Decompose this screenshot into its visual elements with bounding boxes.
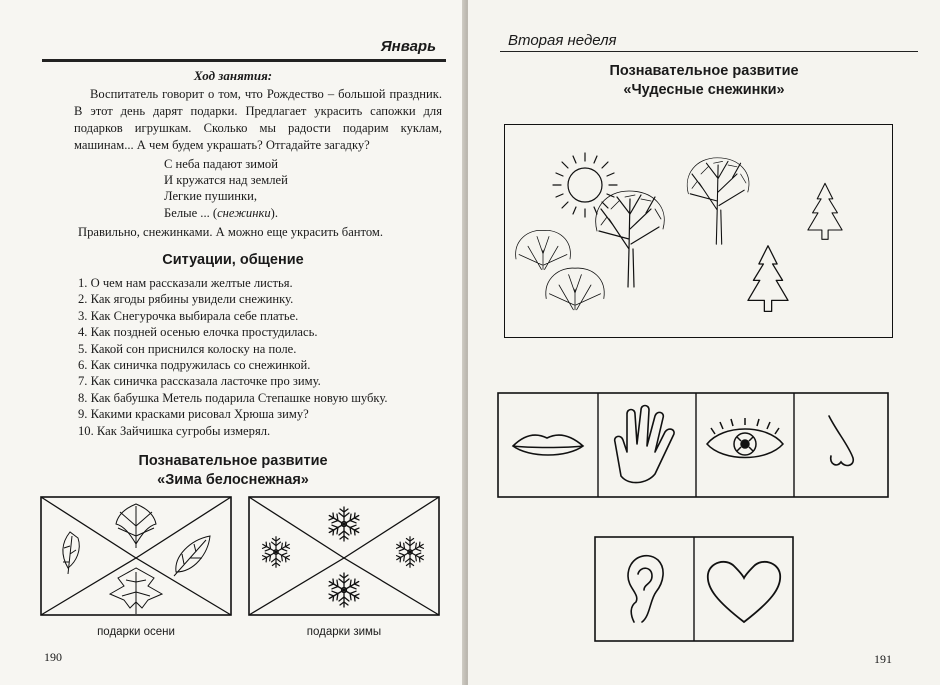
- nose-icon: [829, 416, 853, 465]
- situations-list: [78, 275, 388, 439]
- list-item: 1. О чем нам рассказали желтые листья.: [78, 276, 293, 290]
- page-number-left: 190: [44, 650, 62, 664]
- riddle-answer: снежинки: [217, 205, 271, 220]
- list-item: 6. Как синичка подружилась со снежинкой.: [78, 358, 311, 373]
- riddle: [164, 156, 288, 221]
- header-rule: [42, 59, 446, 62]
- cognitive-title-line: «Зима белоснежная»: [157, 472, 309, 488]
- hand-icon: [615, 406, 674, 483]
- snowflake-icon: [260, 537, 291, 568]
- cognitive-title-line: Познавательное развитие: [609, 63, 799, 79]
- sun-icon: [553, 153, 617, 217]
- cognitive-title-left: [0, 452, 466, 490]
- winter-envelope: [248, 496, 440, 616]
- leaf-icon: [110, 568, 162, 614]
- riddle-line: Легкие пушинки,: [164, 189, 258, 204]
- intro-paragraph: Воспитатель говорит о том, что Рождество – большой праздник. В этот день дарят подарки. Предлагает украсить сапожки для подарков игрушкам. Сколько мы радости подарим куклам, машинам... А чем будем украшать? Отгадайте загадку?: [74, 87, 442, 152]
- cognitive-title-line: «Чудесные снежинки»: [623, 82, 785, 98]
- bush-icon: [546, 268, 604, 310]
- spruce-icon: [748, 246, 788, 312]
- situations-title: Ситуации, общение: [162, 252, 304, 268]
- left-page: [0, 0, 466, 685]
- spruce-icon: [808, 183, 842, 239]
- page-number-right: 191: [874, 652, 892, 666]
- riddle-suffix: ).: [270, 205, 278, 220]
- list-item: 7. Как синичка рассказала ласточке про зиму.: [78, 374, 321, 389]
- list-item: 3. Как Снегурочка выбирала себе платье.: [78, 308, 299, 323]
- right-page: [468, 0, 940, 685]
- riddle-line: [164, 205, 288, 221]
- lips-icon: [513, 435, 583, 455]
- answer-paragraph: Правильно, снежинками. А можно еще украсить бантом.: [78, 225, 384, 239]
- autumn-envelope: [40, 496, 232, 616]
- riddle-prefix: Белые ... (: [164, 205, 218, 220]
- leaf-icon: [116, 504, 156, 548]
- cognitive-title-line: Познавательное развитие: [138, 453, 328, 469]
- list-item: 5. Какой сон приснился колоску на поле.: [78, 341, 297, 356]
- cognitive-title-right: [468, 62, 940, 100]
- list-item: 10. Как Зайчишка сугробы измерял.: [78, 423, 271, 438]
- running-head-left: Январь: [380, 38, 436, 55]
- caption-autumn: подарки осени: [97, 626, 175, 638]
- riddle-line: С неба падают зимой: [164, 157, 278, 171]
- heart-icon: [708, 562, 780, 622]
- list-item: 8. Как бабушка Метель подарила Степашке новую шубку.: [78, 390, 388, 405]
- running-head-right: Вторая неделя: [508, 32, 617, 49]
- caption-winter: подарки зимы: [306, 626, 382, 638]
- bush-icon: [516, 230, 571, 269]
- snowflake-icon: [327, 573, 361, 607]
- nature-scene: [504, 124, 893, 338]
- ear-heart-strip: [594, 536, 794, 642]
- snowflake-icon: [327, 507, 361, 541]
- leaf-icon: [63, 532, 79, 574]
- leaf-icon: [174, 536, 210, 576]
- list-item: 2. Как ягоды рябины увидели снежинку.: [78, 292, 294, 307]
- header-rule: [500, 51, 918, 52]
- senses-strip: [497, 392, 889, 498]
- list-item: 4. Как поздней осенью елочка простудилась.: [78, 325, 318, 340]
- snowflake-icon: [394, 537, 425, 568]
- tree-icon: [687, 158, 749, 244]
- eye-icon: [707, 418, 783, 458]
- lesson-heading: Ход занятия:: [193, 68, 273, 83]
- ear-icon: [628, 556, 663, 622]
- list-item: 9. Какими красками рисовал Хрюша зиму?: [78, 407, 309, 422]
- riddle-line: И кружатся над землей: [164, 173, 288, 188]
